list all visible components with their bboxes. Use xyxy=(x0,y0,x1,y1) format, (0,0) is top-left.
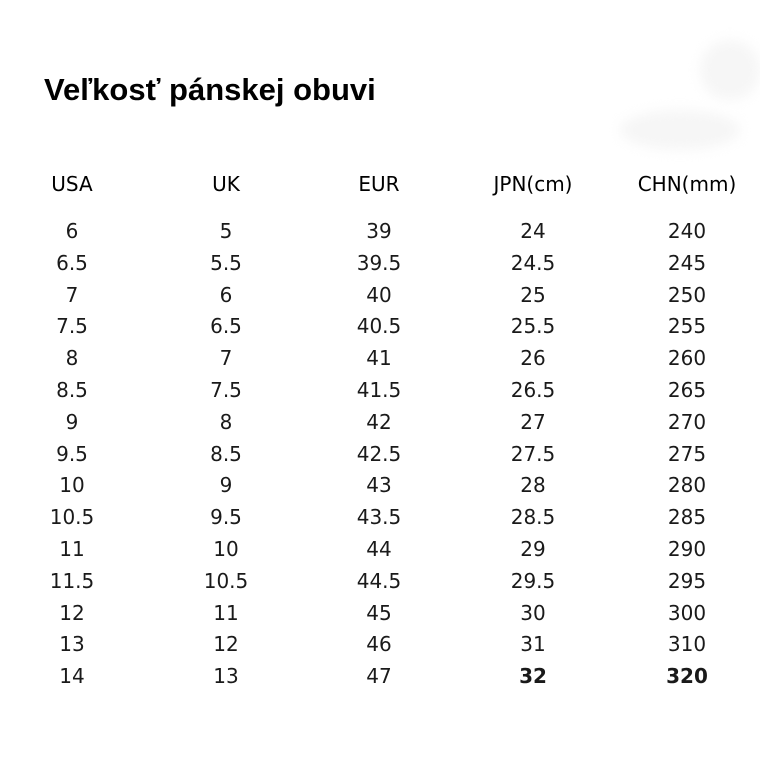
table-cell-chn: 275 xyxy=(667,441,707,466)
table-cell-eur: 45 xyxy=(366,600,392,625)
table-cell-uk: 11 xyxy=(213,600,239,625)
table-cell-uk: 12 xyxy=(213,632,239,657)
table-cell-usa: 11 xyxy=(59,537,85,561)
table-cell-eur: 44 xyxy=(366,537,392,561)
table-cell-usa: 6.5 xyxy=(56,250,88,275)
table-cell-jpn: 27 xyxy=(520,409,546,434)
table-cell-eur: 39.5 xyxy=(356,250,402,275)
column-header-usa: USA xyxy=(51,172,93,196)
table-cell-uk: 10.5 xyxy=(203,568,249,593)
table-cell-usa: 12 xyxy=(59,600,85,625)
table-cell-jpn: 28.5 xyxy=(510,505,556,530)
table-cell-usa: 14 xyxy=(59,664,85,689)
table-cell-chn: 255 xyxy=(667,314,707,339)
table-cell-usa: 13 xyxy=(59,632,85,657)
table-cell-uk: 8.5 xyxy=(210,441,242,466)
table-cell-jpn: 27.5 xyxy=(510,441,556,466)
table-cell-jpn: 30 xyxy=(520,600,546,625)
table-cell-eur: 46 xyxy=(366,632,392,657)
table-cell-eur: 41.5 xyxy=(356,378,402,402)
table-cell-uk: 5 xyxy=(219,219,233,243)
table-cell-jpn: 31 xyxy=(520,632,546,657)
table-cell-eur: 44.5 xyxy=(356,568,402,593)
table-cell-eur: 43 xyxy=(366,473,392,498)
table-cell-chn: 260 xyxy=(667,346,707,371)
column-header-jpn: JPN(cm) xyxy=(493,172,573,196)
table-cell-jpn: 29 xyxy=(520,537,546,561)
page-title: Veľkosť pánskej obuvi xyxy=(44,72,376,107)
table-cell-eur: 43.5 xyxy=(356,505,402,530)
table-cell-chn: 310 xyxy=(667,632,707,657)
table-cell-jpn: 25 xyxy=(520,282,546,307)
table-cell-jpn: 24 xyxy=(520,219,546,243)
column-header-eur: EUR xyxy=(358,172,400,196)
table-cell-chn: 250 xyxy=(667,282,707,307)
table-cell-chn: 290 xyxy=(667,537,707,561)
table-cell-chn: 240 xyxy=(667,219,707,243)
table-cell-eur: 40 xyxy=(366,282,392,307)
table-cell-usa: 6 xyxy=(65,219,79,243)
table-cell-usa: 8.5 xyxy=(56,378,88,402)
table-cell-usa: 8 xyxy=(65,346,79,371)
table-cell-jpn: 32 xyxy=(519,664,547,689)
table-cell-chn: 300 xyxy=(667,600,707,625)
table-cell-uk: 13 xyxy=(213,664,239,689)
table-cell-uk: 10 xyxy=(213,537,239,561)
column-header-uk: UK xyxy=(212,172,240,196)
table-cell-jpn: 29.5 xyxy=(510,568,556,593)
table-cell-uk: 6.5 xyxy=(210,314,242,339)
table-cell-jpn: 24.5 xyxy=(510,250,556,275)
table-cell-eur: 39 xyxy=(366,219,392,243)
table-cell-jpn: 28 xyxy=(520,473,546,498)
table-cell-usa: 7.5 xyxy=(56,314,88,339)
table-cell-chn: 320 xyxy=(666,664,708,689)
table-cell-eur: 42 xyxy=(366,409,392,434)
table-cell-chn: 245 xyxy=(667,250,707,275)
table-cell-chn: 270 xyxy=(667,409,707,434)
table-cell-usa: 11.5 xyxy=(49,568,95,593)
table-cell-chn: 295 xyxy=(667,568,707,593)
table-cell-usa: 9.5 xyxy=(56,441,88,466)
table-cell-chn: 285 xyxy=(667,505,707,530)
table-cell-eur: 41 xyxy=(366,346,392,371)
table-cell-chn: 280 xyxy=(667,473,707,498)
table-cell-usa: 9 xyxy=(65,409,79,434)
table-cell-eur: 47 xyxy=(366,664,392,689)
table-cell-usa: 7 xyxy=(65,282,79,307)
table-cell-usa: 10.5 xyxy=(49,505,95,530)
table-cell-uk: 5.5 xyxy=(210,250,242,275)
table-cell-uk: 9.5 xyxy=(210,505,242,530)
table-cell-uk: 7.5 xyxy=(210,378,242,402)
table-cell-uk: 7 xyxy=(219,346,233,371)
table-cell-uk: 8 xyxy=(219,409,233,434)
table-cell-chn: 265 xyxy=(667,378,707,402)
table-cell-jpn: 26.5 xyxy=(510,378,556,402)
table-cell-uk: 6 xyxy=(219,282,233,307)
table-cell-uk: 9 xyxy=(219,473,233,498)
table-cell-jpn: 25.5 xyxy=(510,314,556,339)
column-header-chn: CHN(mm) xyxy=(637,172,737,196)
table-cell-usa: 10 xyxy=(59,473,85,498)
table-cell-eur: 42.5 xyxy=(356,441,402,466)
table-cell-jpn: 26 xyxy=(520,346,546,371)
table-cell-eur: 40.5 xyxy=(356,314,402,339)
